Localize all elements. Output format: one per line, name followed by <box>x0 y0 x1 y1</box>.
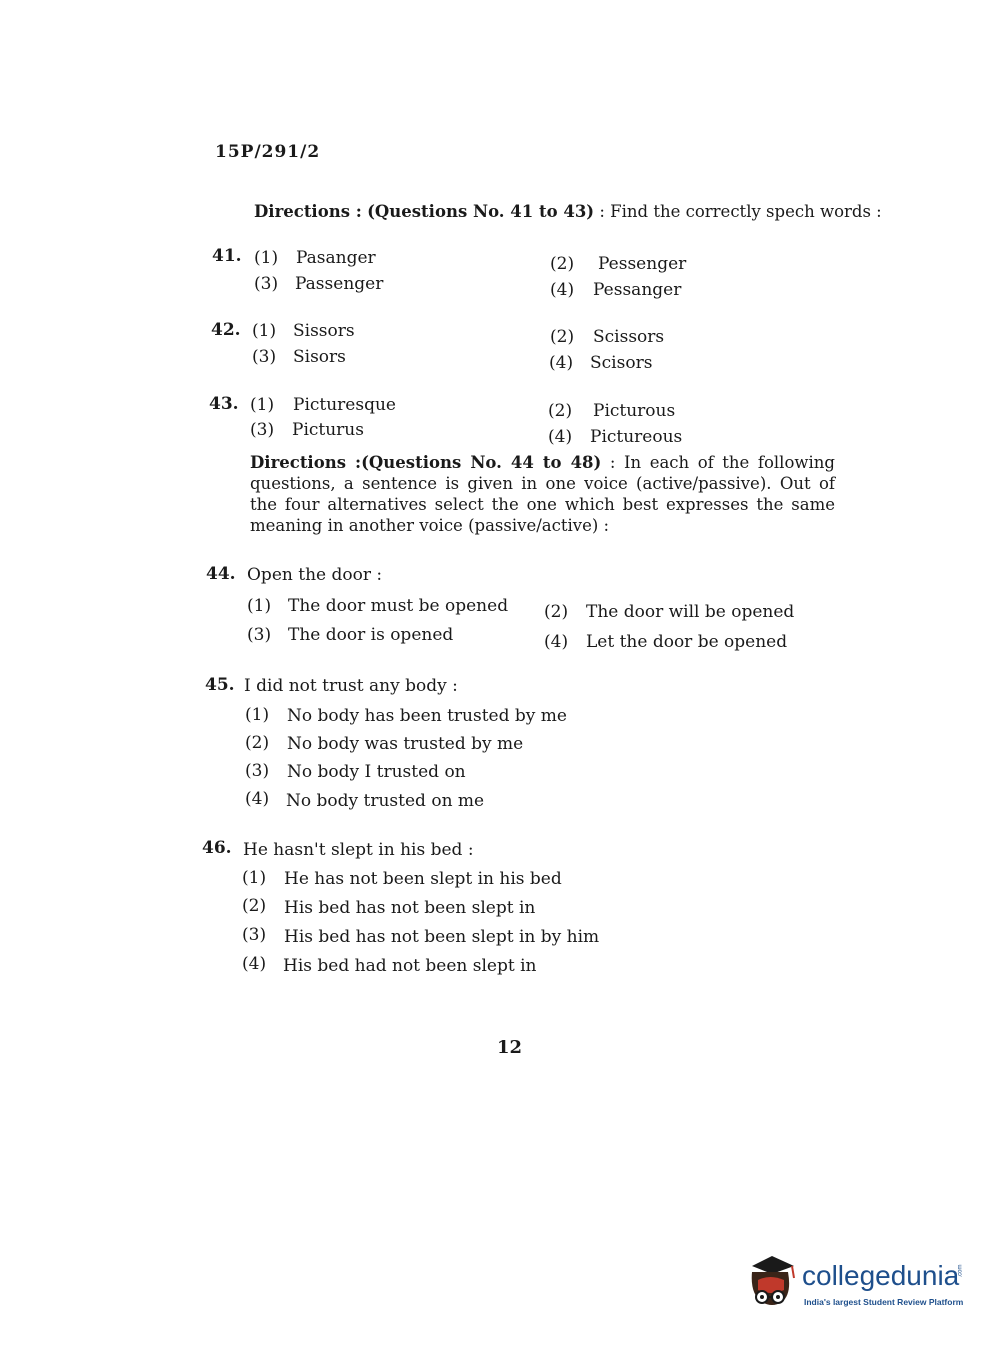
question-number: 44. <box>206 564 236 584</box>
option-text: No body I trusted on <box>287 762 466 782</box>
option-text: Scisors <box>590 353 653 373</box>
option-text: Pasanger <box>296 248 376 268</box>
option-number: (1) <box>254 248 279 268</box>
option-number: (4) <box>544 632 569 652</box>
option-number: (2) <box>245 733 270 753</box>
option-number: (1) <box>245 705 270 725</box>
question-stem: I did not trust any body : <box>244 676 458 696</box>
paper-code: 15P/291/2 <box>215 142 321 162</box>
option-number: (4) <box>548 427 573 447</box>
logo-name: collegedunia <box>802 1260 960 1291</box>
option-text: Picturus <box>292 420 364 440</box>
option-number: (2) <box>550 327 575 347</box>
option-text: Pictureous <box>590 427 683 447</box>
mascot-icon <box>742 1250 800 1312</box>
option-text: The door must be opened <box>288 596 509 616</box>
option-number: (3) <box>254 274 279 294</box>
option-number: (3) <box>242 925 267 945</box>
directions-1 <box>254 202 882 221</box>
option-number: (3) <box>245 761 270 781</box>
question-number: 42. <box>211 320 241 340</box>
directions-1-label: Directions : <box>254 202 362 221</box>
directions-2 <box>250 452 835 536</box>
option-text: Let the door be opened <box>586 632 788 652</box>
option-text: No body was trusted by me <box>287 734 524 754</box>
option-text: The door is opened <box>288 625 454 645</box>
option-text: Passenger <box>295 274 384 294</box>
question-number: 43. <box>209 394 239 414</box>
directions-2-label: Directions :(Questions No. 44 to 48) <box>250 453 602 472</box>
collegedunia-watermark <box>742 1250 972 1320</box>
option-number: (3) <box>247 625 272 645</box>
option-number: (1) <box>252 321 277 341</box>
option-text: The door will be opened <box>586 602 795 622</box>
option-text: No body trusted on me <box>286 791 485 811</box>
option-number: (4) <box>549 353 574 373</box>
option-number: (2) <box>544 602 569 622</box>
option-text: Scissors <box>593 327 665 347</box>
logo-domain: .com <box>957 1264 964 1278</box>
page-number: 12 <box>497 1037 523 1058</box>
option-number: (1) <box>250 395 275 415</box>
option-text: Picturesque <box>293 395 396 415</box>
option-text: His bed has not been slept in by him <box>284 927 600 947</box>
option-number: (4) <box>550 280 575 300</box>
question-number: 45. <box>205 675 235 695</box>
question-stem: Open the door : <box>247 565 383 585</box>
option-text: His bed had not been slept in <box>283 956 537 976</box>
question-number: 41. <box>212 246 242 266</box>
option-number: (3) <box>250 420 275 440</box>
option-number: (2) <box>550 254 575 274</box>
option-number: (4) <box>242 954 267 974</box>
option-text: He has not been slept in his bed <box>284 869 562 889</box>
question-stem: He hasn't slept in his bed : <box>243 840 474 860</box>
option-text: Pessanger <box>593 280 682 300</box>
logo-tagline: India's largest Student Review Platform <box>804 1297 964 1307</box>
option-number: (1) <box>247 596 272 616</box>
option-number: (2) <box>548 401 573 421</box>
option-text: His bed has not been slept in <box>284 898 536 918</box>
option-number: (4) <box>245 789 270 809</box>
question-number: 46. <box>202 838 232 858</box>
option-number: (2) <box>242 896 267 916</box>
option-number: (1) <box>242 868 267 888</box>
directions-2-text: : In each of the following questions, a sentence is given in one voice (active/passive). Out of the four alternatives select the one which best expresses the same meaning in another voice (passive/active) : <box>250 453 835 535</box>
directions-1-text: : Find the correctly spech words : <box>599 202 882 221</box>
option-text: No body has been trusted by me <box>287 706 567 726</box>
option-number: (3) <box>252 347 277 367</box>
option-text: Picturous <box>593 401 676 421</box>
option-text: Sisors <box>293 347 346 367</box>
option-text: Sissors <box>293 321 355 341</box>
option-text: Pessenger <box>598 254 687 274</box>
directions-1-range: (Questions No. 41 to 43) <box>367 202 595 221</box>
